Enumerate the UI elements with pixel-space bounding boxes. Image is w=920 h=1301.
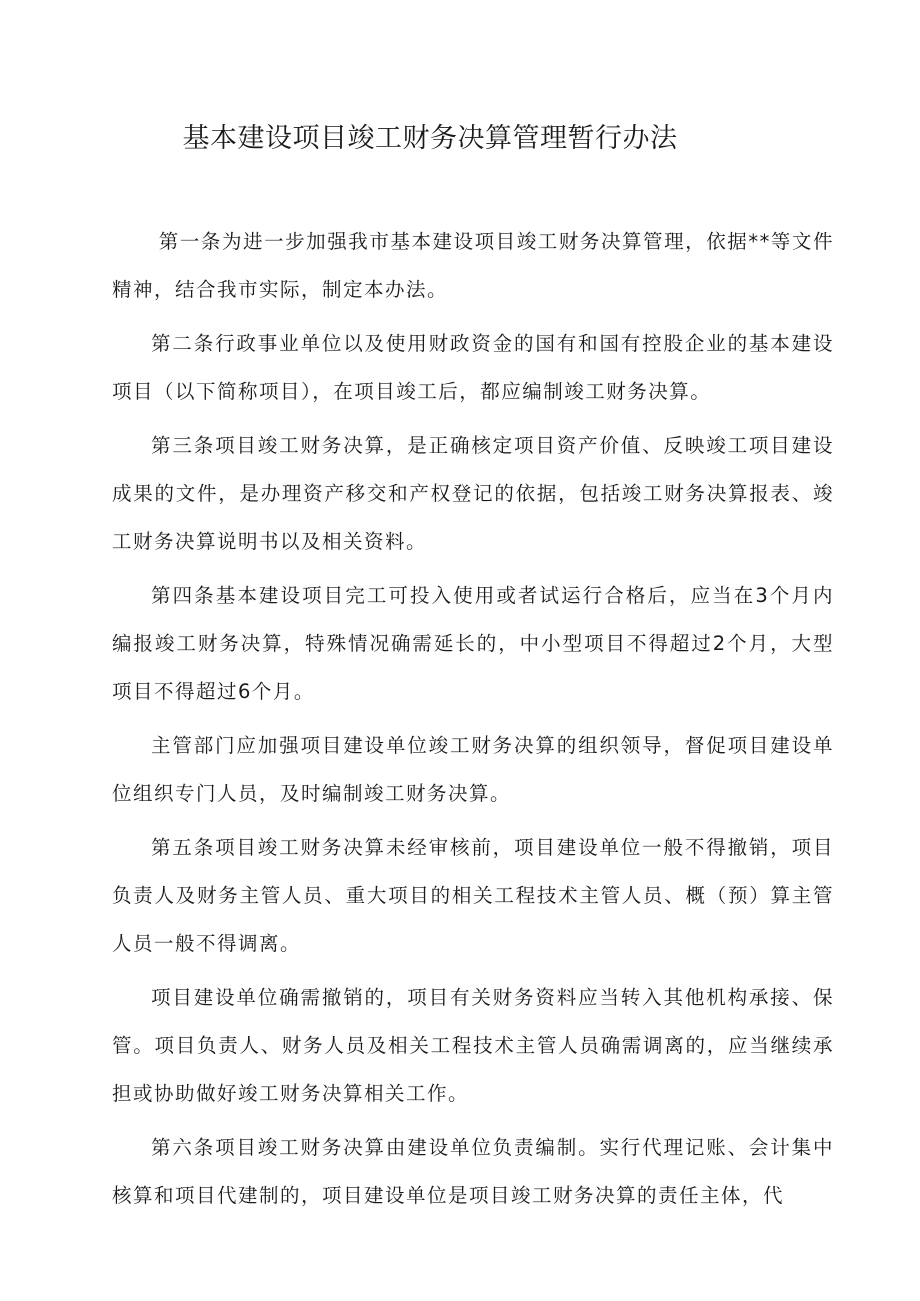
paragraph-article-5-supplement: 项目建设单位确需撤销的，项目有关财务资料应当转入其他机构承接、保管。项目负责人、财务人员及相关工程技术主管人员确需调离的，应当继续承担或协助做好竣工财务决算相关工作。 (112, 986, 834, 1105)
document-body (112, 218, 834, 1226)
paragraph-article-1: 第一条为进一步加强我市基本建设项目竣工财务决算管理，依据**等文件精神，结合我市实际，制定本办法。 (112, 230, 834, 301)
paragraph-article-2: 第二条行政事业单位以及使用财政资金的国有和国有控股企业的基本建设项目（以下简称项目），在项目竣工后，都应编制竣工财务决算。 (112, 332, 834, 403)
paragraph-article-6: 第六条项目竣工财务决算由建设单位负责编制。实行代理记账、会计集中核算和项目代建制的，项目建设单位是项目竣工财务决算的责任主体，代 (112, 1136, 834, 1207)
paragraph-article-3: 第三条项目竣工财务决算，是正确核定项目资产价值、反映竣工项目建设成果的文件，是办理资产移交和产权登记的依据，包括竣工财务决算报表、竣工财务决算说明书以及相关资料。 (112, 434, 834, 553)
paragraph-article-5: 第五条项目竣工财务决算未经审核前，项目建设单位一般不得撤销，项目负责人及财务主管人员、重大项目的相关工程技术主管人员、概（预）算主管人员一般不得调离。 (112, 836, 834, 955)
document-title: 基本建设项目竣工财务决算管理暂行办法 (182, 123, 678, 154)
paragraph-article-4: 第四条基本建设项目完工可投入使用或者试运行合格后，应当在3个月内编报竣工财务决算，特殊情况确需延长的，中小型项目不得超过2个月，大型项目不得超过6个月。 (112, 584, 834, 703)
paragraph-article-4-supplement: 主管部门应加强项目建设单位竣工财务决算的组织领导，督促项目建设单位组织专门人员，及时编制竣工财务决算。 (112, 734, 834, 805)
